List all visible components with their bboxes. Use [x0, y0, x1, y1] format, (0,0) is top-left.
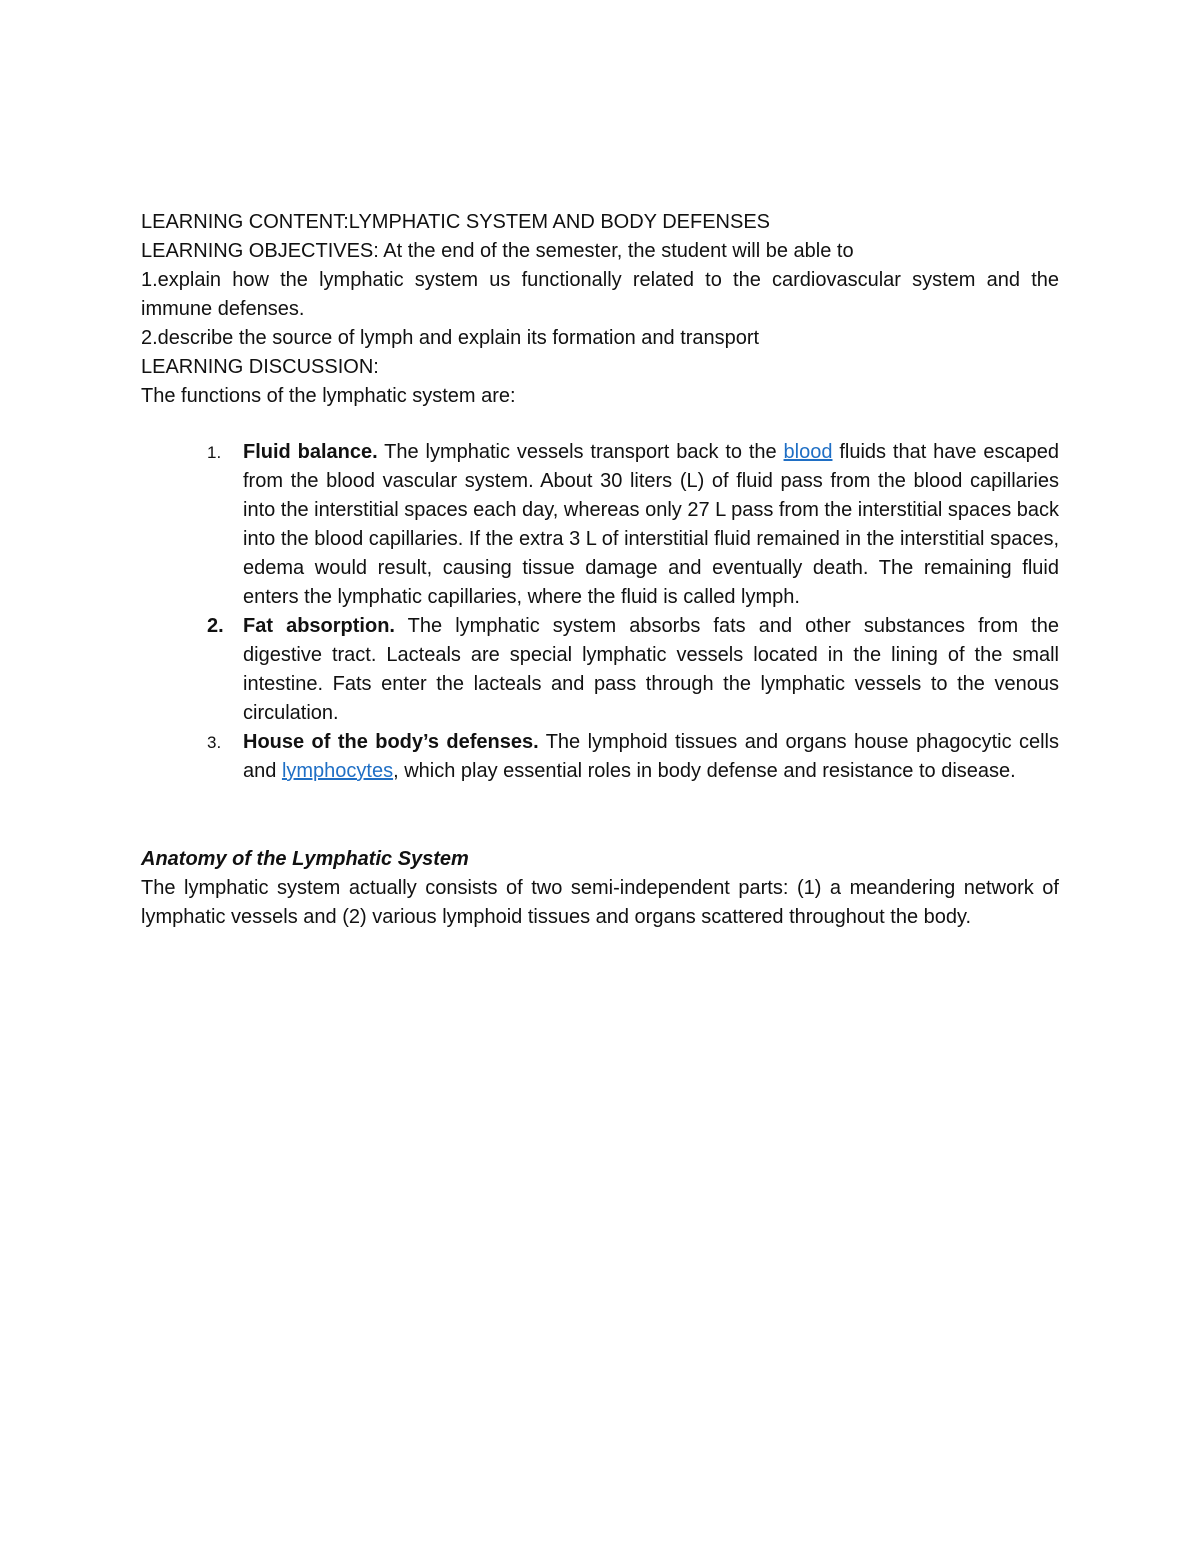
- functions-list: [141, 438, 1059, 786]
- anatomy-paragraph: The lymphatic system actually consists of two semi-independent parts: (1) a meandering network of lymphatic vessels and (2) various lymphoid tissues and organs scattered throughout the body.: [141, 877, 1059, 928]
- list-item: [141, 612, 1059, 728]
- function-text: fluids that have escaped from the blood vascular system. About 30 liters (L) of fluid pass from the blood capillaries into the interstitial spaces each day, whereas only 27 L pass from the interstitial spaces back into the blood capillaries. If the extra 3 L of interstitial fluid remained in the interstitial spaces, edema would result, causing tissue damage and eventually death. The remaining fluid enters the lymphatic capillaries, where the fluid is called lymph.: [243, 441, 1059, 608]
- function-title: Fat absorption.: [243, 615, 395, 637]
- learning-content-title: LEARNING CONTENT:LYMPHATIC SYSTEM AND BODY DEFENSES: [141, 211, 771, 233]
- list-item: [141, 728, 1059, 786]
- function-text: The lymphatic system absorbs fats and other substances from the digestive tract. Lacteals are special lymphatic vessels located in the lining of the small intestine. Fats enter the lacteals and pass through the lymphatic vessels to the venous circulation.: [243, 615, 1059, 724]
- function-text: The lymphoid tissues and organs house phagocytic cells and: [243, 731, 1059, 782]
- anatomy-heading: Anatomy of the Lymphatic System: [141, 848, 469, 870]
- function-title: Fluid balance.: [243, 441, 378, 463]
- objective-1: 1.explain how the lymphatic system us functionally related to the cardiovascular system and the immune defenses.: [141, 269, 1059, 320]
- blood-link[interactable]: blood: [783, 441, 833, 463]
- list-number: 2.: [207, 615, 224, 637]
- list-number: 3.: [207, 733, 222, 752]
- learning-objectives-line: LEARNING OBJECTIVES: At the end of the semester, the student will be able to: [141, 240, 854, 262]
- list-item: [141, 438, 1059, 612]
- document-body: [141, 208, 1059, 932]
- list-number: 1.: [207, 443, 222, 462]
- function-text: The lymphatic vessels transport back to the: [377, 441, 784, 463]
- function-title: House of the body’s defenses.: [243, 731, 539, 753]
- lymphocytes-link[interactable]: lymphocytes: [281, 760, 394, 782]
- functions-intro: The functions of the lymphatic system are:: [141, 385, 516, 407]
- learning-discussion-label: LEARNING DISCUSSION:: [141, 356, 379, 378]
- objective-2: 2.describe the source of lymph and explain its formation and transport: [141, 327, 760, 349]
- function-text: , which play essential roles in body defense and resistance to disease.: [393, 760, 1016, 782]
